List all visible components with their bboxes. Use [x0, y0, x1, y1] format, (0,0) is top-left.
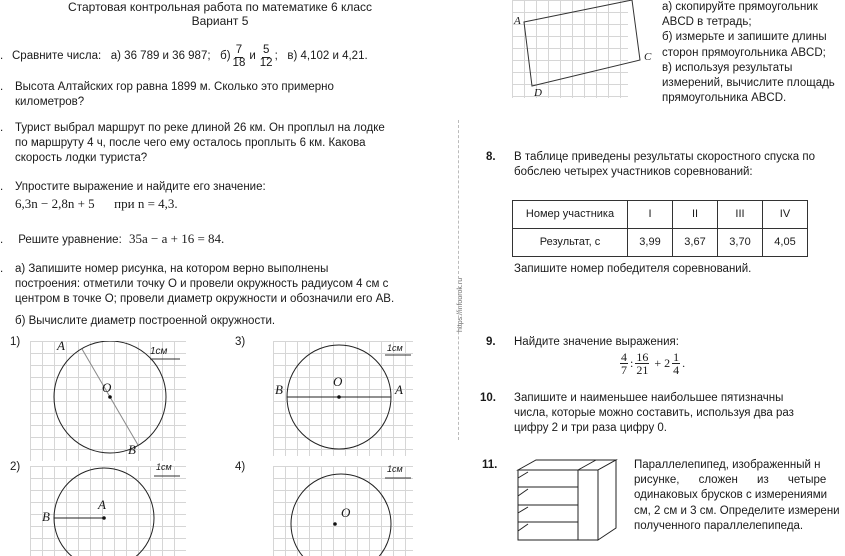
figure-number: 1): [10, 336, 21, 348]
task-6-line3: центром в точке О; провели диаметр окружности и обозначили его АВ.: [15, 293, 395, 306]
table-cell: IV: [763, 201, 808, 229]
task-1-and: и: [249, 50, 256, 63]
task-number: 10.: [480, 392, 496, 404]
figure-number: 3): [235, 336, 246, 348]
task-1-text: Сравните числа: а) 36 789 и 36 987; б): [12, 50, 231, 63]
task-3-line3: скорость лодки туриста?: [15, 152, 148, 165]
task-number: 11.: [482, 459, 498, 471]
table-cell: Результат, с: [513, 229, 628, 257]
point-label: O: [102, 380, 112, 395]
task-7-b: б) измерьте и запишите длины: [662, 31, 827, 44]
task-7-a2: ABCD в тетрадь;: [662, 16, 752, 29]
task-7-c3: прямоугольника ABCD.: [662, 92, 787, 105]
table-cell: I: [628, 201, 673, 229]
task-5: [0, 230, 440, 248]
point-label: B: [275, 382, 283, 397]
figure-2-drawing: [30, 466, 186, 556]
task-9-text: Найдите значение выражения:: [514, 336, 679, 348]
task-11-text: [634, 458, 845, 534]
task-4-expression: 6,3n − 2,8n + 5 при n = 4,3.: [15, 196, 178, 212]
task-1-tail: ; в) 4,102 и 4,21.: [274, 50, 368, 63]
center-point: [337, 395, 341, 399]
figure-number: 4): [235, 461, 246, 473]
task-8: [486, 150, 845, 180]
task-8-after: Запишите номер победителя соревнований.: [514, 263, 752, 275]
plus-sign: +: [654, 355, 662, 370]
task-11-line2: рисунке, сложен из четыре: [634, 474, 827, 487]
task-5-equation: 35a − a + 16 = 84.: [128, 231, 225, 246]
period: .: [682, 355, 686, 370]
task-marker: .: [0, 234, 4, 246]
task-4: [0, 180, 440, 212]
point-label: A: [395, 382, 403, 397]
point-label: C: [644, 51, 652, 63]
divide-sign: :: [630, 355, 634, 370]
table-row: [513, 229, 808, 257]
scale-label: 1см: [387, 343, 403, 353]
scale-label: 1см: [150, 346, 168, 357]
task-4-line1: Упростите выражение и найдите его значение:: [15, 181, 266, 193]
point-label: B: [42, 509, 50, 524]
fraction: $\frac{5}{12}$: [259, 44, 273, 69]
task-8-line2: бобслею четырех участников соревнований:: [514, 166, 753, 179]
table-cell: 3,99: [628, 229, 673, 257]
task-7-c: в) используя результаты: [662, 61, 793, 74]
point-label: D: [534, 87, 542, 99]
task-7-b2: сторон прямоугольника ABCD;: [662, 46, 826, 59]
results-table: [512, 200, 808, 257]
scale-label: 1см: [156, 462, 172, 472]
center-point: [102, 516, 106, 520]
column-divider: [458, 120, 459, 440]
task-6-part-b: б) Вычислите диаметр построенной окружности.: [15, 314, 276, 327]
point-label: O: [341, 505, 351, 520]
fraction: $\frac{1}{4}$: [673, 350, 680, 378]
task-2-line1: Высота Алтайских гор равна 1899 м. Сколько это примерно: [15, 81, 334, 93]
point-label: A: [98, 497, 106, 512]
task-8-line1: В таблице приведены результаты скоростного спуска по: [514, 151, 815, 163]
table-header-row: [513, 201, 808, 229]
task-2-line2: километров?: [15, 96, 85, 109]
task-6-line2: построения: отметили точку О и провели окружность радиусом 4 см с: [15, 278, 389, 291]
scale-label: 1см: [387, 464, 403, 474]
figure-3-drawing: [273, 341, 413, 456]
task-marker: .: [0, 181, 4, 193]
page-title: Стартовая контрольная работа по математике 6 класс: [67, 0, 373, 14]
table-cell: 3,67: [673, 229, 718, 257]
watermark: https://infourok.ru: [457, 277, 464, 332]
task-number: 9.: [486, 336, 496, 348]
task-7-rectangle: [512, 0, 652, 100]
parallelepiped-figure: [512, 458, 624, 548]
fraction: $\frac{7}{18}$: [232, 44, 246, 69]
point-label: A: [57, 338, 65, 353]
task-1: [0, 45, 440, 69]
task-6: [0, 262, 440, 329]
task-10-line3: цифру 2 и три раза цифру 0.: [514, 422, 667, 435]
figure-1-drawing: [30, 341, 186, 461]
variant-label: Вариант 5: [191, 14, 249, 28]
task-10-line1: Запишите и наименьшее наибольшее пятизначны: [514, 392, 784, 404]
task-7-text: [662, 0, 845, 106]
table-cell: Номер участника: [513, 201, 628, 229]
task-5-text: Решите уравнение:: [18, 234, 122, 246]
task-2: [0, 80, 440, 110]
task-marker: .: [0, 122, 4, 134]
task-9-expression: [486, 351, 845, 376]
task-3: [0, 121, 440, 167]
task-6-line1: а) Запишите номер рисунка, на котором верно выполнены: [15, 263, 329, 275]
task-3-line1: Турист выбрал маршрут по реке длиной 26 км. Он проплыл на лодке: [15, 122, 385, 134]
table-cell: 3,70: [718, 229, 763, 257]
whole-part: 2: [664, 355, 671, 370]
figure-1: [10, 335, 190, 465]
figure-3: [235, 335, 415, 465]
task-marker: .: [0, 50, 4, 63]
table-cell: III: [718, 201, 763, 229]
point-label: O: [333, 374, 343, 389]
task-9: [486, 335, 845, 376]
task-11-line3: одинаковых брусков с измерениями: [634, 489, 828, 502]
task-marker: .: [0, 81, 4, 93]
task-7-c2: измерений, вычислите площадь: [662, 76, 835, 89]
figure-4: [235, 460, 415, 553]
task-10: [480, 391, 845, 437]
task-7-a: а) скопируйте прямоугольник: [662, 1, 818, 13]
table-cell: II: [673, 201, 718, 229]
task-3-line2: по маршруту 4 ч, после чего ему осталось проплыть 6 км. Какова: [15, 137, 366, 150]
figure-2: [10, 460, 190, 553]
task-marker: .: [0, 263, 4, 275]
point-label: B: [128, 442, 136, 457]
task-number: 8.: [486, 151, 496, 163]
fraction: $\frac{16}{21}$: [636, 350, 649, 378]
fraction: $\frac{4}{7}$: [621, 350, 627, 378]
point-label: A: [514, 15, 521, 27]
task-10-line2: числа, которые можно составить, используя два раз: [514, 407, 794, 420]
task-11-line5: полученного параллелепипеда.: [634, 519, 804, 532]
task-11-line1: Параллелепипед, изображенный н: [634, 459, 821, 471]
table-cell: 4,05: [763, 229, 808, 257]
figure-number: 2): [10, 461, 21, 473]
center-point: [333, 522, 337, 526]
task-11-line4: см, 2 см и 3 см. Определите измерени: [634, 504, 840, 517]
